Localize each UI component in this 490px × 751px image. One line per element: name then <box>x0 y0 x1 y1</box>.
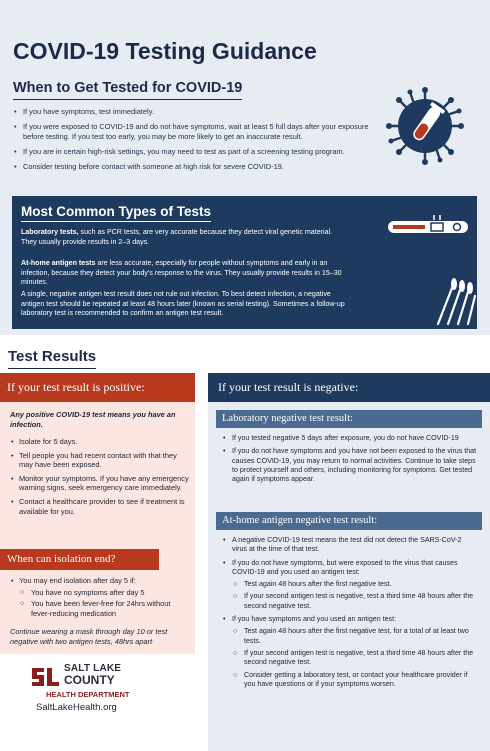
results-heading: Test Results <box>8 348 96 369</box>
home-negative-sublist <box>232 580 477 611</box>
health-department-logo-icon <box>30 666 60 688</box>
home-negative-sublist <box>232 627 477 689</box>
list-item: • If you are in certain high-risk settings, you may need to test as part of a screening testing program. <box>13 147 385 157</box>
home-test-paragraph <box>21 259 346 288</box>
list-item: ○ Test again 48 hours after the first negative test. <box>232 580 477 589</box>
test-types-panel <box>12 196 477 329</box>
list-item: ○ You have been fever-free for 24hrs without fever-reducing medication <box>19 599 190 618</box>
list-item: ○ You have no symptoms after day 5 <box>19 588 190 598</box>
lab-negative-list <box>222 434 477 488</box>
website-link[interactable]: SaltLakeHealth.org <box>36 702 117 713</box>
list-item: • If you tested negative 5 days after exposure, you do not have COVID-19 <box>222 434 477 443</box>
list-item: • Isolate for 5 days. <box>10 437 190 447</box>
lab-test-text: such as PCR tests, are very accurate because they detect viral genetic material. They usually provide results in 2–3 days. <box>21 228 333 246</box>
test-types-heading: Most Common Types of Tests <box>21 204 211 222</box>
logo-line-2: COUNTY <box>64 673 115 687</box>
when-list <box>13 107 385 177</box>
list-item: • If you do not have symptoms and you have not been exposed to the virus that causes COVID-19, you may return to normal activities. Continue to take steps to protect yourself and others, including monitoring for symptoms. Get tested again if symptoms appear. <box>222 447 477 484</box>
positive-header: If your test result is positive: <box>0 373 195 402</box>
virus-test-tube-icon <box>385 86 465 166</box>
positive-intro: Any positive COVID-19 test means you have an infection. <box>10 410 176 429</box>
list-item: • If you were exposed to COVID-19 and do not have symptoms, wait at least 5 full days after your exposure before testing. If you test too early, you may be more likely to get an inaccurate result. <box>13 122 385 142</box>
when-heading: When to Get Tested for COVID-19 <box>13 80 242 100</box>
list-item: • You may end isolation after day 5 if: ○ You have no symptoms after day 5 ○ You have been fever-free for 24hrs without fever-reducing medication <box>10 576 190 618</box>
list-item: ○ Test again 48 hours after the first negative test, for a total of at least two tests. <box>232 627 477 646</box>
logo-line-3: HEALTH DEPARTMENT <box>46 690 130 699</box>
positive-list <box>10 437 190 520</box>
isolation-header: When can isolation end? <box>0 549 159 570</box>
list-item: • If you have symptoms, test immediately. <box>13 107 385 117</box>
logo-line-1: SALT LAKE <box>64 663 122 674</box>
list-item: ○ If your second antigen test is negative, test a third time 48 hours after the second negative test. <box>232 649 477 668</box>
list-item: • If you do not have symptoms, but were exposed to the virus that causes COVID-19 and you used an antigen test: ○ Test again 48 hours after the first negative test. ○ If your second antigen test is negative, test a third time 48 hours after the second negative test. <box>222 559 477 611</box>
antigen-strip-icon <box>387 211 469 241</box>
list-item: • Tell people you had recent contact with that they may have been exposed. <box>10 451 190 470</box>
negative-header: If your test result is negative: <box>208 373 490 402</box>
home-test-label: At-home antigen tests <box>21 259 96 267</box>
list-item: • Consider testing before contact with someone at high risk for severe COVID-19. <box>13 162 385 172</box>
swab-icon <box>430 276 478 326</box>
list-item: • Contact a healthcare provider to see if treatment is available for you. <box>10 497 190 516</box>
serial-test-paragraph: A single, negative antigen test result does not rule out infection. To best detect infection, a negative antigen test should be repeated at least 48 hours later (known as serial testing). Sometimes a follow-up laboratory test is recommended to confirm an antigen test result. <box>21 290 345 318</box>
lab-test-paragraph <box>21 228 346 247</box>
lab-test-label: Laboratory tests, <box>21 228 79 236</box>
home-test-text: are less accurate, especially for people without symptoms and early in an infection, because they detect your body's response to the virus. They usually provide results in 15–30 minutes. <box>21 259 342 287</box>
isolation-list <box>10 576 190 620</box>
list-item: ○ Consider getting a laboratory test, or contact your healthcare provider if you have questions or if your symptoms worsen. <box>232 671 477 690</box>
list-item: • A negative COVID-19 test means the test did not detect the SARS-CoV-2 virus at the time of that test. <box>222 536 477 555</box>
lab-negative-header: Laboratory negative test result: <box>216 410 482 428</box>
list-item: • Monitor your symptoms. If you have any emergency warning signs, seek emergency care immediately. <box>10 474 190 493</box>
list-item: ○ If your second antigen test is negative, test a third time 48 hours after the second negative test. <box>232 592 477 611</box>
list-item: • If you have symptoms and you used an antigen test: ○ Test again 48 hours after the first negative test, for a total of at least two tests. ○ If your second antigen test is negative, test a third time 48 hours after the second negative test. ○ Consider getting a laboratory test, or contact your healthcare provider if you have questions or if your symptoms worsen. <box>222 615 477 689</box>
home-negative-list <box>222 536 477 693</box>
home-negative-header: At-home antigen negative test result: <box>216 512 482 530</box>
isolation-note: Continue wearing a mask through day 10 or test negative with two antigen tests, 48hrs apart <box>10 627 168 646</box>
isolation-sublist <box>19 588 190 619</box>
page-title: COVID-19 Testing Guidance <box>13 38 317 64</box>
